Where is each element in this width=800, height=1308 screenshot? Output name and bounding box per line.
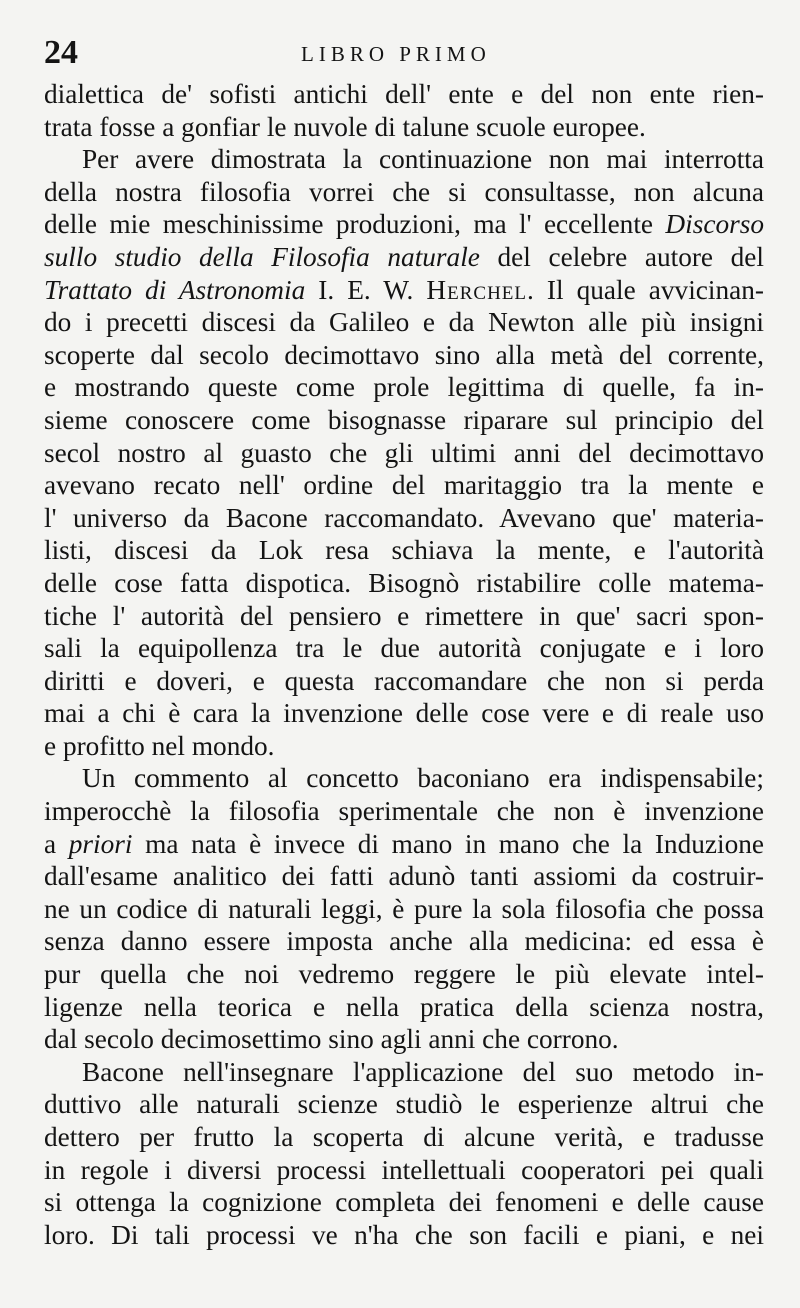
text-line (44, 208, 764, 241)
text-run: delle cose fatta dispotica. Bisognò ristabilire colle matema- (44, 567, 764, 598)
text-line (44, 632, 764, 665)
text-line (44, 404, 764, 437)
text-line (44, 1121, 764, 1154)
running-head: LIBRO PRIMO (301, 42, 491, 66)
text-line (44, 1056, 764, 1089)
text-run: Un commento al concetto baconiano era indispensabile; (82, 763, 764, 794)
text-line (44, 828, 764, 861)
text-run: do i precetti discesi da Galileo e da Newton alle più insigni (44, 307, 764, 338)
text-line (44, 893, 764, 926)
text-run: mai a chi è cara la invenzione delle cose vere e di reale uso (44, 698, 764, 729)
text-run: dialettica de' sofisti antichi dell' ente e del non ente rien- (44, 79, 764, 109)
italic-text: sullo studio della Filosofia naturale (44, 241, 480, 272)
text-line (44, 143, 764, 176)
italic-text: Trattato di Astronomia (44, 274, 306, 305)
text-line (44, 371, 764, 404)
text-line (44, 795, 764, 828)
body-text (44, 78, 764, 1251)
text-line (44, 534, 764, 567)
text-run: l' universo da Bacone raccomandato. Avevano que' materia- (44, 502, 764, 533)
text-run: dettero per frutto la scoperta di alcune verità, e tradusse (44, 1122, 764, 1152)
text-run: dal secolo decimosettimo sino agli anni che corrono. (44, 1024, 619, 1055)
text-run: ne un codice di naturali leggi, è pure la sola filosofia che possa (44, 893, 764, 924)
text-run: ma nata è invece di mano in mano che la Induzione (132, 828, 764, 859)
text-line (44, 78, 764, 111)
text-line (44, 860, 764, 893)
text-run: imperocchè la filosofia sperimentale che non è invenzione (44, 796, 764, 827)
small-caps-name: Herchel (426, 274, 528, 305)
italic-text: priori (68, 828, 133, 859)
text-run: ligenze nella teorica e nella pratica della scienza nostra, (44, 991, 764, 1022)
text-line (44, 1186, 764, 1219)
page-number: 24 (44, 34, 78, 71)
text-run: secol nostro al guasto che gli ultimi anni del decimottavo (44, 437, 764, 468)
text-run: diritti e doveri, e questa raccomandare che non si perda (44, 665, 764, 696)
text-line (44, 762, 764, 795)
text-run: listi, discesi da Lok resa schiava la mente, e l'autorità (44, 535, 764, 566)
text-line (44, 958, 764, 991)
text-line (44, 991, 764, 1024)
text-line (44, 241, 764, 274)
text-run: del celebre autore del (479, 241, 765, 272)
text-run: Per avere dimostrata la continuazione non mai interrotta (82, 144, 764, 175)
text-run: I. E. W. (305, 274, 427, 305)
text-run: scoperte dal secolo decimottavo sino alla metà del corrente, (44, 339, 764, 370)
text-run: a (44, 828, 69, 859)
text-line (44, 339, 764, 372)
text-run: tiche l' autorità del pensiero e rimettere in que' sacri spon- (44, 600, 764, 631)
text-line (44, 1154, 764, 1187)
text-run: dall'esame analitico dei fatti adunò tanti assiomi da costruir- (44, 861, 764, 892)
text-run: trata fosse a gonfiar le nuvole di talune scuole europee. (44, 111, 646, 142)
text-line (44, 665, 764, 698)
text-line (44, 1088, 764, 1121)
text-line (44, 437, 764, 470)
text-run: sali la equipollenza tra le due autorità conjugate e i loro (44, 633, 764, 664)
text-run: si ottenga la cognizione completa dei fenomeni e delle cause (44, 1187, 764, 1218)
text-run: senza danno essere imposta anche alla medicina: ed essa è (44, 926, 764, 957)
text-line (44, 730, 764, 763)
text-line (44, 600, 764, 633)
text-line (44, 567, 764, 600)
italic-text: Discorso (665, 209, 764, 240)
text-line (44, 469, 764, 502)
text-run: sieme conoscere come bisognasse riparare sul principio del (44, 404, 764, 435)
text-run: duttivo alle naturali scienze studiò le esperienze altrui che (44, 1089, 764, 1120)
text-run: in regole i diversi processi intellettuali cooperatori pei quali (44, 1154, 764, 1185)
text-line (44, 1023, 764, 1056)
text-line (44, 306, 764, 339)
text-line (44, 1219, 764, 1252)
text-line (44, 502, 764, 535)
text-run: e mostrando queste come prole legittima di quelle, fa in- (44, 372, 764, 403)
text-run: delle mie meschinissime produzioni, ma l' eccellente (44, 209, 666, 240)
text-run: avevano recato nell' ordine del maritaggio tra la mente e (44, 470, 764, 501)
text-run: e profitto nel mondo. (44, 730, 275, 761)
text-run: . Il quale avvicinan- (527, 274, 764, 305)
text-line (44, 697, 764, 730)
page-header (44, 28, 764, 78)
text-line (44, 111, 764, 144)
text-run: della nostra filosofia vorrei che si consultasse, non alcuna (44, 176, 764, 207)
text-line (44, 274, 764, 307)
text-line (44, 925, 764, 958)
text-line (44, 176, 764, 209)
text-run: pur quella che noi vedremo reggere le più elevate intel- (44, 959, 764, 990)
text-run: loro. Di tali processi ve n'ha che son facili e piani, e nei (44, 1219, 764, 1250)
text-run: Bacone nell'insegnare l'applicazione del suo metodo in- (82, 1056, 764, 1087)
